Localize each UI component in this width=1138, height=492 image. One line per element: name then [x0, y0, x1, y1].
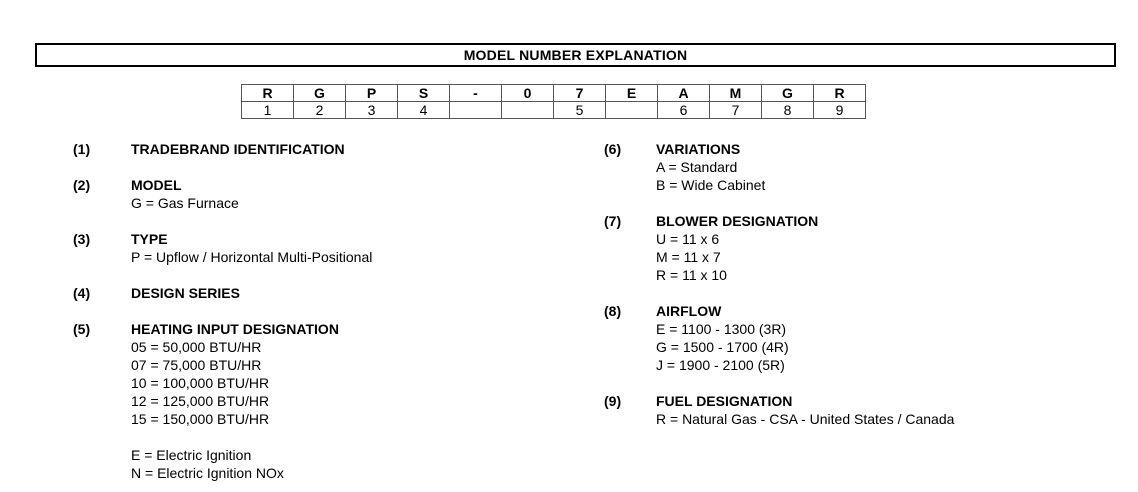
model-letter-cell: S: [398, 85, 450, 102]
section-heading: FUEL DESIGNATION: [656, 393, 793, 409]
section-heading: MODEL: [131, 177, 182, 193]
section-heading: TYPE: [131, 231, 168, 247]
spacer: [131, 428, 339, 446]
page-title: MODEL NUMBER EXPLANATION: [35, 43, 1116, 67]
section-heading: VARIATIONS: [656, 141, 741, 157]
model-letter-cell: E: [606, 85, 658, 102]
section-line: 05 = 50,000 BTU/HR: [131, 339, 262, 355]
section-heading: TRADEBRAND IDENTIFICATION: [131, 141, 345, 157]
section-variations: [656, 140, 765, 194]
section-airflow: [656, 302, 789, 374]
model-number-cell: [450, 102, 502, 119]
section-line: P = Upflow / Horizontal Multi-Positional: [131, 249, 373, 265]
model-letter-cell: 0: [502, 85, 554, 102]
section-number: (2): [73, 177, 91, 193]
section-number: (7): [604, 213, 622, 229]
model-letter-cell: M: [710, 85, 762, 102]
model-number-cell: 3: [346, 102, 398, 119]
section-line: J = 1900 - 2100 (5R): [656, 357, 785, 373]
model-number-table: [241, 84, 866, 119]
model-number-cell: 9: [814, 102, 866, 119]
section-heading: BLOWER DESIGNATION: [656, 213, 819, 229]
model-letter-cell: R: [814, 85, 866, 102]
section-line: B = Wide Cabinet: [656, 177, 766, 193]
section-number: (4): [73, 285, 91, 301]
section-number: (6): [604, 141, 622, 157]
section-line: 07 = 75,000 BTU/HR: [131, 357, 262, 373]
model-letter-cell: R: [242, 85, 294, 102]
section-type: [131, 230, 372, 266]
section-line: 10 = 100,000 BTU/HR: [131, 375, 270, 391]
model-number-cell: 4: [398, 102, 450, 119]
model-number-cell: 2: [294, 102, 346, 119]
section-design-series: [131, 284, 240, 302]
model-number-cell: [502, 102, 554, 119]
section-heading: AIRFLOW: [656, 303, 722, 319]
model-numbers-row: [242, 102, 866, 119]
model-letter-cell: 7: [554, 85, 606, 102]
section-line: E = Electric Ignition: [131, 447, 252, 463]
section-line: G = Gas Furnace: [131, 195, 239, 211]
section-number: (8): [604, 303, 622, 319]
section-number: (1): [73, 141, 91, 157]
section-line: U = 11 x 6: [656, 231, 720, 247]
section-line: 15 = 150,000 BTU/HR: [131, 411, 270, 427]
section-number: (3): [73, 231, 91, 247]
section-model: [131, 176, 239, 212]
model-number-cell: [606, 102, 658, 119]
model-letter-cell: G: [294, 85, 346, 102]
model-letter-cell: -: [450, 85, 502, 102]
section-line: 12 = 125,000 BTU/HR: [131, 393, 270, 409]
section-line: M = 11 x 7: [656, 249, 721, 265]
section-line: N = Electric Ignition NOx: [131, 465, 284, 481]
section-heading: HEATING INPUT DESIGNATION: [131, 321, 339, 337]
section-number: (5): [73, 321, 91, 337]
section-line: R = Natural Gas - CSA - United States / Canada: [656, 411, 955, 427]
section-number: (9): [604, 393, 622, 409]
model-letter-cell: A: [658, 85, 710, 102]
section-heading: DESIGN SERIES: [131, 285, 240, 301]
model-number-cell: 5: [554, 102, 606, 119]
section-tradebrand: [131, 140, 345, 158]
model-letter-cell: G: [762, 85, 814, 102]
model-number-cell: 6: [658, 102, 710, 119]
model-number-cell: 8: [762, 102, 814, 119]
model-number-cell: 7: [710, 102, 762, 119]
model-number-cell: 1: [242, 102, 294, 119]
section-fuel: [656, 392, 954, 428]
section-line: G = 1500 - 1700 (4R): [656, 339, 789, 355]
model-letters-row: [242, 85, 866, 102]
model-letter-cell: P: [346, 85, 398, 102]
section-line: A = Standard: [656, 159, 738, 175]
section-line: E = 1100 - 1300 (3R): [656, 321, 787, 337]
section-blower: [656, 212, 818, 284]
section-heating-input: [131, 320, 339, 482]
section-line: R = 11 x 10: [656, 267, 727, 283]
